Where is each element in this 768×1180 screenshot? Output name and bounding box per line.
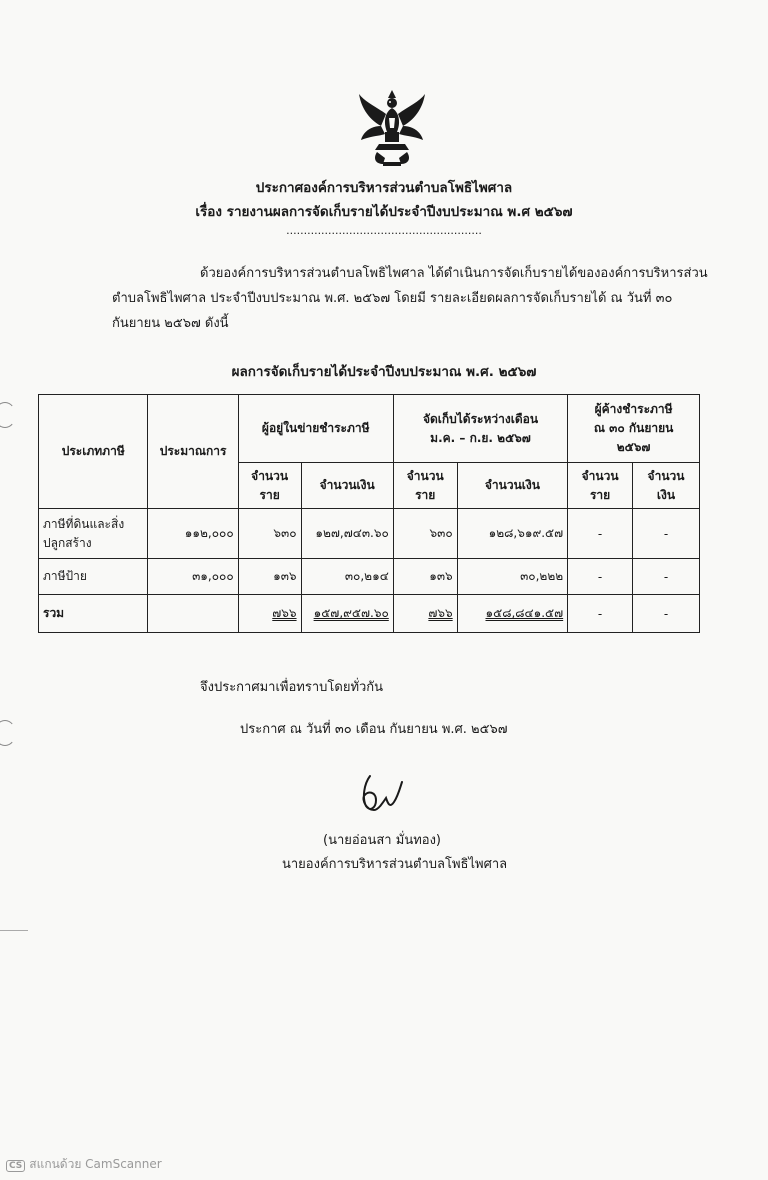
subheader-in-count-line-1: จำนวน bbox=[251, 468, 289, 483]
binder-hole bbox=[0, 402, 16, 428]
total-label: รวม bbox=[39, 595, 148, 633]
row-col-count: ๑๓๖ bbox=[393, 559, 457, 595]
intro-line-1: ด้วยองค์การบริหารส่วนตำบลโพธิไพศาล ได้ดำเนินการจัดเก็บรายได้ขององค์การบริหารส่วน bbox=[200, 266, 708, 281]
subheader-ov-count-line-2: ราย bbox=[589, 487, 611, 502]
row-tax-type-line-2: ปลูกสร้าง bbox=[43, 535, 92, 550]
total-ov-amount: - bbox=[633, 595, 700, 633]
row-in-amount: ๑๒๗,๗๔๓.๖๐ bbox=[301, 509, 393, 559]
closing-notice: จึงประกาศมาเพื่อทราบโดยทั่วกัน bbox=[200, 680, 384, 695]
revenue-table bbox=[38, 394, 700, 633]
camscanner-text: สแกนด้วย CamScanner bbox=[29, 1157, 162, 1171]
header-collected-line-2: ม.ค. – ก.ย. ๒๕๖๗ bbox=[430, 430, 531, 445]
row-estimate: ๓๑,๐๐๐ bbox=[148, 559, 238, 595]
row-col-amount: ๑๒๘,๖๑๙.๕๗ bbox=[457, 509, 568, 559]
header-overdue-line-3: ๒๕๖๗ bbox=[616, 440, 651, 454]
table-total-row bbox=[39, 595, 700, 633]
header-overdue bbox=[568, 395, 700, 463]
total-in-amount bbox=[301, 595, 393, 633]
row-in-count: ๑๓๖ bbox=[238, 559, 301, 595]
signatory-position: นายองค์การบริหารส่วนตำบลโพธิไพศาล bbox=[282, 857, 508, 872]
signature bbox=[356, 770, 406, 820]
table-header-row bbox=[39, 395, 700, 463]
row-tax-type bbox=[39, 509, 148, 559]
announcement-subject: เรื่อง รายงานผลการจัดเก็บรายได้ประจำปีงบประมาณ พ.ศ ๒๕๖๗ bbox=[195, 204, 573, 220]
total-col-count bbox=[393, 595, 457, 633]
subheader-ov-amount bbox=[633, 463, 700, 509]
garuda-emblem bbox=[355, 88, 429, 170]
subheader-in-amount: จำนวนเงิน bbox=[301, 463, 393, 509]
intro-line-3: กันยายน ๒๕๖๗ ดังนี้ bbox=[112, 316, 229, 331]
table-row bbox=[39, 509, 700, 559]
header-estimate: ประมาณการ bbox=[148, 395, 238, 509]
subheader-ov-amount-line-1: จำนวน bbox=[647, 468, 685, 483]
table-caption: ผลการจัดเก็บรายได้ประจำปีงบประมาณ พ.ศ. ๒๕๖๗ bbox=[231, 364, 537, 380]
subheader-col-count-line-1: จำนวน bbox=[406, 468, 444, 483]
header-overdue-line-1: ผู้ค้างชำระภาษี bbox=[594, 402, 673, 416]
total-ov-count: - bbox=[568, 595, 633, 633]
signatory-name: (นายอ่อนสา มั่นทอง) bbox=[323, 833, 441, 848]
announcement-heading: ประกาศองค์การบริหารส่วนตำบลโพธิไพศาล bbox=[255, 180, 513, 196]
row-ov-amount: - bbox=[633, 509, 700, 559]
subheader-col-amount: จำนวนเงิน bbox=[457, 463, 568, 509]
page-edge-mark bbox=[0, 930, 28, 931]
subheader-in-count-line-2: ราย bbox=[259, 487, 280, 502]
row-in-count: ๖๓๐ bbox=[238, 509, 301, 559]
binder-hole bbox=[0, 720, 16, 746]
total-col-amount-value: ๑๕๘,๘๔๑.๕๗ bbox=[485, 606, 564, 620]
total-in-count-value: ๗๖๖ bbox=[272, 606, 297, 620]
row-in-amount: ๓๐,๒๑๔ bbox=[301, 559, 393, 595]
announcement-date: ประกาศ ณ วันที่ ๓๐ เดือน กันยายน พ.ศ. ๒๕๖๗ bbox=[240, 722, 508, 737]
row-col-amount: ๓๐,๒๒๒ bbox=[457, 559, 568, 595]
heading-separator: ........................................................ bbox=[286, 224, 482, 237]
header-tax-type: ประเภทภาษี bbox=[39, 395, 148, 509]
subheader-col-count-line-2: ราย bbox=[415, 487, 436, 502]
header-collected bbox=[393, 395, 567, 463]
row-ov-count: - bbox=[568, 509, 633, 559]
intro-line-2: ตำบลโพธิไพศาล ประจำปีงบประมาณ พ.ศ. ๒๕๖๗ โดยมี รายละเอียดผลการจัดเก็บรายได้ ณ วันที่ ๓๐ bbox=[112, 291, 673, 306]
subheader-ov-count bbox=[568, 463, 633, 509]
subheader-col-count bbox=[393, 463, 457, 509]
row-col-count: ๖๓๐ bbox=[393, 509, 457, 559]
total-col-amount bbox=[457, 595, 568, 633]
total-in-count bbox=[238, 595, 301, 633]
header-in-system: ผู้อยู่ในข่ายชำระภาษี bbox=[238, 395, 393, 463]
row-estimate: ๑๑๒,๐๐๐ bbox=[148, 509, 238, 559]
header-overdue-line-2: ณ ๓๐ กันยายน bbox=[593, 421, 674, 435]
camscanner-logo-icon: CS bbox=[6, 1160, 25, 1172]
header-collected-line-1: จัดเก็บได้ระหว่างเดือน bbox=[422, 411, 539, 426]
row-tax-type: ภาษีป้าย bbox=[39, 559, 148, 595]
row-ov-amount: - bbox=[633, 559, 700, 595]
subheader-ov-count-line-1: จำนวน bbox=[581, 468, 619, 483]
camscanner-watermark bbox=[6, 1155, 162, 1174]
table-row bbox=[39, 559, 700, 595]
total-col-count-value: ๗๖๖ bbox=[428, 606, 453, 620]
row-ov-count: - bbox=[568, 559, 633, 595]
total-in-amount-value: ๑๕๗,๙๕๗.๖๐ bbox=[313, 606, 389, 620]
row-tax-type-line-1: ภาษีที่ดินและสิ่ง bbox=[43, 516, 125, 531]
total-estimate bbox=[148, 595, 238, 633]
subheader-ov-amount-line-2: เงิน bbox=[656, 487, 676, 502]
subheader-in-count bbox=[238, 463, 301, 509]
